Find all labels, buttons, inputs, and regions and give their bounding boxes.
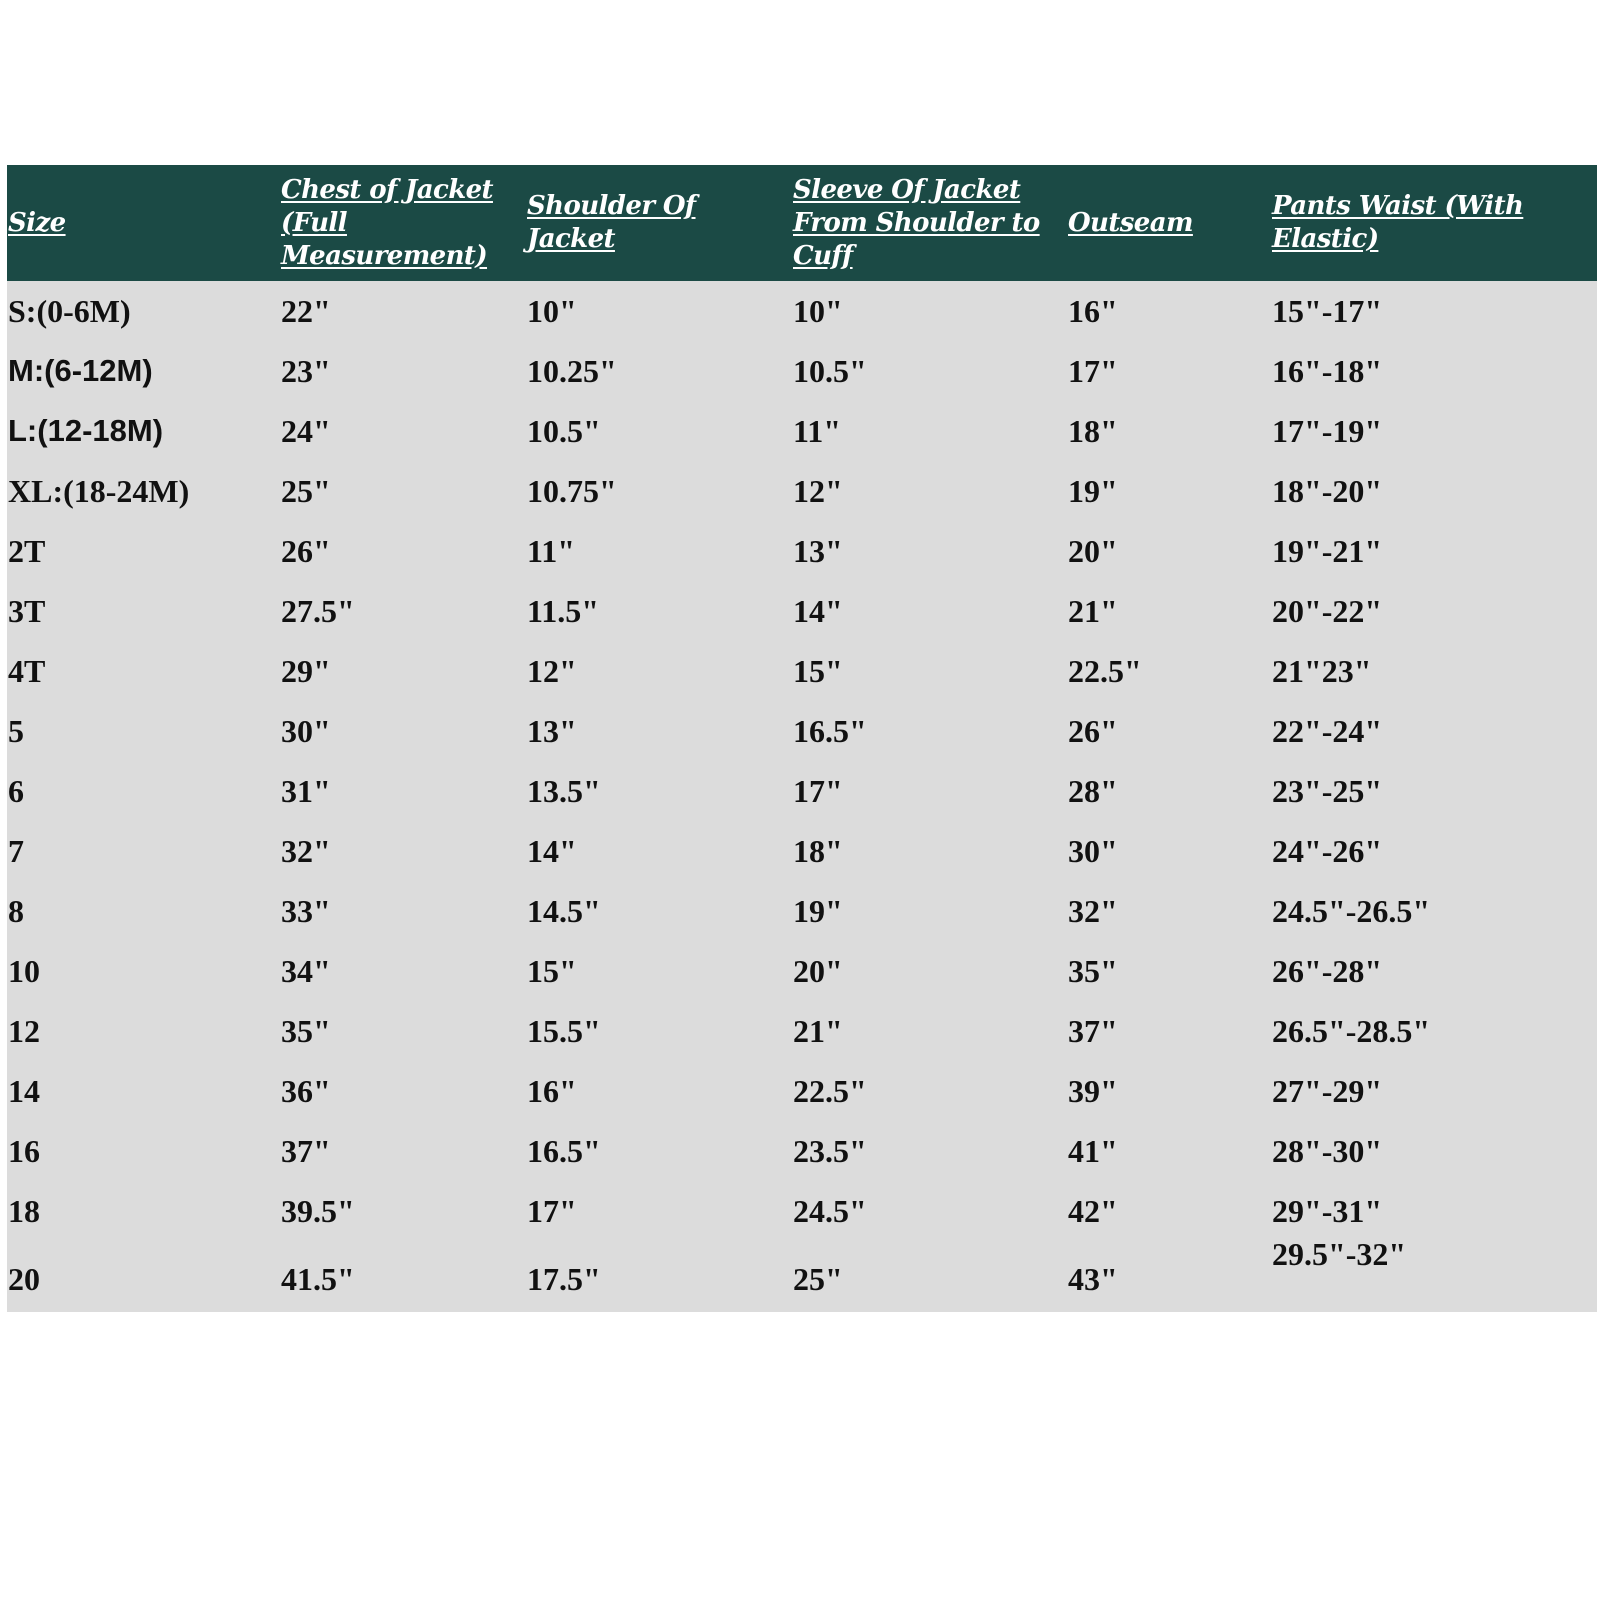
cell-sleeve: 23.5" — [793, 1133, 867, 1169]
cell-shoulder: 16.5" — [527, 1133, 601, 1169]
cell-size: 12 — [8, 1013, 40, 1049]
table-row — [7, 821, 1597, 881]
cell-sleeve: 11" — [793, 413, 841, 449]
cell-pants-waist: 21"23" — [1272, 653, 1372, 689]
cell-outseam: 37" — [1068, 1013, 1118, 1049]
cell-outseam: 43" — [1068, 1261, 1118, 1297]
cell-chest: 37" — [281, 1133, 331, 1169]
cell-size: 20 — [8, 1261, 40, 1297]
table-row — [7, 581, 1597, 641]
cell-size: 3T — [8, 593, 46, 629]
cell-size: 4T — [8, 653, 46, 689]
cell-pants-waist: 26.5"-28.5" — [1272, 1013, 1431, 1049]
cell-shoulder: 10.75" — [527, 473, 617, 509]
cell-pants-waist: 15"-17" — [1272, 293, 1383, 329]
cell-shoulder: 16" — [527, 1073, 577, 1109]
cell-outseam: 32" — [1068, 893, 1118, 929]
cell-chest: 35" — [281, 1013, 331, 1049]
cell-size: 7 — [8, 833, 24, 869]
cell-sleeve: 19" — [793, 893, 843, 929]
cell-size: 2T — [8, 533, 46, 569]
table-header — [7, 165, 1597, 281]
cell-pants-waist: 29.5"-32" — [1272, 1236, 1407, 1272]
cell-shoulder: 10.5" — [527, 413, 601, 449]
cell-size: 6 — [8, 773, 24, 809]
cell-shoulder: 14" — [527, 833, 577, 869]
cell-chest: 27.5" — [281, 593, 355, 629]
cell-chest: 39.5" — [281, 1193, 355, 1229]
cell-shoulder: 11.5" — [527, 593, 599, 629]
cell-outseam: 42" — [1068, 1193, 1118, 1229]
size-chart-table — [7, 165, 1597, 1312]
table-row — [7, 941, 1597, 1001]
table-row — [7, 1001, 1597, 1061]
header-shoulder: Shoulder Of Jacket — [527, 191, 696, 254]
cell-chest: 41.5" — [281, 1261, 355, 1297]
table-row — [7, 1061, 1597, 1121]
table-row — [7, 1121, 1597, 1181]
cell-outseam: 39" — [1068, 1073, 1118, 1109]
cell-shoulder: 10.25" — [527, 353, 617, 389]
cell-pants-waist: 28"-30" — [1272, 1133, 1383, 1169]
cell-outseam: 18" — [1068, 413, 1118, 449]
cell-sleeve: 16.5" — [793, 713, 867, 749]
cell-chest: 31" — [281, 773, 331, 809]
cell-pants-waist: 24"-26" — [1272, 833, 1383, 869]
cell-sleeve: 25" — [793, 1261, 843, 1297]
cell-pants-waist: 26"-28" — [1272, 953, 1383, 989]
header-outseam: Outseam — [1068, 207, 1193, 238]
cell-outseam: 41" — [1068, 1133, 1118, 1169]
table-row — [7, 641, 1597, 701]
cell-outseam: 20" — [1068, 533, 1118, 569]
cell-shoulder: 15" — [527, 953, 577, 989]
cell-shoulder: 13" — [527, 713, 577, 749]
table-row — [7, 341, 1597, 401]
table-row — [7, 461, 1597, 521]
cell-sleeve: 20" — [793, 953, 843, 989]
cell-sleeve: 17" — [793, 773, 843, 809]
cell-pants-waist: 22"-24" — [1272, 713, 1383, 749]
cell-shoulder: 12" — [527, 653, 577, 689]
cell-shoulder: 10" — [527, 293, 577, 329]
cell-size: L:(12-18M) — [8, 413, 164, 448]
cell-shoulder: 14.5" — [527, 893, 601, 929]
cell-size: 14 — [8, 1073, 40, 1109]
cell-sleeve: 24.5" — [793, 1193, 867, 1229]
cell-outseam: 19" — [1068, 473, 1118, 509]
cell-shoulder: 11" — [527, 533, 575, 569]
cell-chest: 22" — [281, 293, 331, 329]
cell-chest: 34" — [281, 953, 331, 989]
table-row — [7, 1236, 1597, 1312]
cell-outseam: 30" — [1068, 833, 1118, 869]
cell-outseam: 28" — [1068, 773, 1118, 809]
cell-size: 18 — [8, 1193, 40, 1229]
cell-shoulder: 13.5" — [527, 773, 601, 809]
header-pants-waist: Pants Waist (With Elastic) — [1272, 191, 1524, 254]
cell-chest: 29" — [281, 653, 331, 689]
cell-outseam: 17" — [1068, 353, 1118, 389]
cell-chest: 36" — [281, 1073, 331, 1109]
cell-chest: 32" — [281, 833, 331, 869]
header-chest: Chest of Jacket (Full Measurement) — [281, 174, 493, 271]
table-row — [7, 401, 1597, 461]
cell-size: 16 — [8, 1133, 40, 1169]
cell-outseam: 21" — [1068, 593, 1118, 629]
cell-chest: 25" — [281, 473, 331, 509]
cell-size: 8 — [8, 893, 24, 929]
cell-sleeve: 18" — [793, 833, 843, 869]
cell-chest: 26" — [281, 533, 331, 569]
cell-outseam: 22.5" — [1068, 653, 1142, 689]
cell-chest: 23" — [281, 353, 331, 389]
cell-shoulder: 15.5" — [527, 1013, 601, 1049]
cell-pants-waist: 19"-21" — [1272, 533, 1383, 569]
cell-size: S:(0-6M) — [8, 293, 131, 329]
header-sleeve: Sleeve Of Jacket From Shoulder to Cuff — [793, 174, 1040, 271]
cell-pants-waist: 23"-25" — [1272, 773, 1383, 809]
cell-chest: 30" — [281, 713, 331, 749]
cell-pants-waist: 29"-31" — [1272, 1193, 1383, 1229]
table-row — [7, 281, 1597, 341]
cell-pants-waist: 17"-19" — [1272, 413, 1383, 449]
table-row — [7, 761, 1597, 821]
cell-shoulder: 17" — [527, 1193, 577, 1229]
cell-pants-waist: 18"-20" — [1272, 473, 1383, 509]
cell-sleeve: 12" — [793, 473, 843, 509]
cell-sleeve: 10.5" — [793, 353, 867, 389]
cell-sleeve: 15" — [793, 653, 843, 689]
cell-sleeve: 14" — [793, 593, 843, 629]
cell-pants-waist: 20"-22" — [1272, 593, 1383, 629]
cell-sleeve: 13" — [793, 533, 843, 569]
cell-outseam: 35" — [1068, 953, 1118, 989]
cell-sleeve: 22.5" — [793, 1073, 867, 1109]
cell-outseam: 26" — [1068, 713, 1118, 749]
cell-pants-waist: 27"-29" — [1272, 1073, 1383, 1109]
table-row — [7, 521, 1597, 581]
cell-shoulder: 17.5" — [527, 1261, 601, 1297]
table-row — [7, 881, 1597, 941]
header-size: Size — [8, 207, 66, 238]
cell-size: XL:(18-24M) — [8, 473, 190, 509]
cell-outseam: 16" — [1068, 293, 1118, 329]
table-row — [7, 1181, 1597, 1241]
cell-pants-waist: 24.5"-26.5" — [1272, 893, 1431, 929]
cell-chest: 24" — [281, 413, 331, 449]
table-row — [7, 701, 1597, 761]
cell-size: M:(6-12M) — [8, 353, 153, 388]
cell-sleeve: 10" — [793, 293, 843, 329]
cell-sleeve: 21" — [793, 1013, 843, 1049]
cell-size: 5 — [8, 713, 24, 749]
cell-pants-waist: 16"-18" — [1272, 353, 1383, 389]
cell-chest: 33" — [281, 893, 331, 929]
cell-size: 10 — [8, 953, 40, 989]
